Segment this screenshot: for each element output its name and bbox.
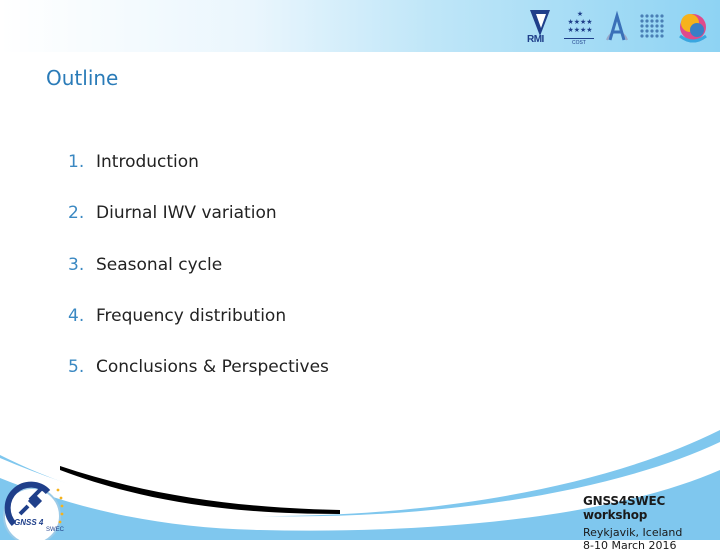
item-label: Conclusions & Perspectives bbox=[96, 357, 329, 378]
item-label: Diurnal IWV variation bbox=[96, 203, 277, 224]
workshop-title: GNSS4SWEC workshop bbox=[583, 494, 666, 522]
item-number: 1. bbox=[68, 152, 85, 172]
list-item bbox=[68, 306, 329, 357]
outline-list bbox=[68, 152, 329, 408]
stars-icon: ★ ★★★★ ★★★★ bbox=[567, 10, 593, 34]
eu-cost-logo: ★ ★★★★ ★★★★ COST bbox=[560, 6, 598, 46]
item-number: 2. bbox=[68, 203, 85, 224]
workshop-location: Reykjavik, Iceland bbox=[583, 526, 683, 539]
item-number: 5. bbox=[68, 357, 85, 378]
item-label: Introduction bbox=[96, 152, 199, 172]
gnss-badge bbox=[0, 470, 76, 540]
list-item bbox=[68, 152, 329, 203]
ball-logo bbox=[676, 6, 710, 46]
badge-subtext: SWEC bbox=[46, 527, 64, 533]
badge-text: GNSS 4 bbox=[14, 518, 44, 527]
item-number: 4. bbox=[68, 305, 85, 326]
dots-logo bbox=[636, 6, 670, 46]
item-number: 3. bbox=[68, 254, 85, 275]
rmi-logo: RMI bbox=[526, 6, 554, 46]
workshop-dates: 8-10 March 2016 bbox=[583, 539, 677, 552]
list-item bbox=[68, 255, 329, 306]
item-label: Seasonal cycle bbox=[96, 254, 223, 275]
list-item bbox=[68, 203, 329, 254]
a-logo bbox=[604, 6, 630, 46]
divider bbox=[564, 38, 594, 39]
item-label: Frequency distribution bbox=[96, 305, 287, 326]
page-title: Outline bbox=[46, 66, 119, 90]
workshop-info bbox=[583, 494, 720, 552]
list-item bbox=[68, 357, 329, 408]
logo-strip bbox=[526, 4, 710, 48]
